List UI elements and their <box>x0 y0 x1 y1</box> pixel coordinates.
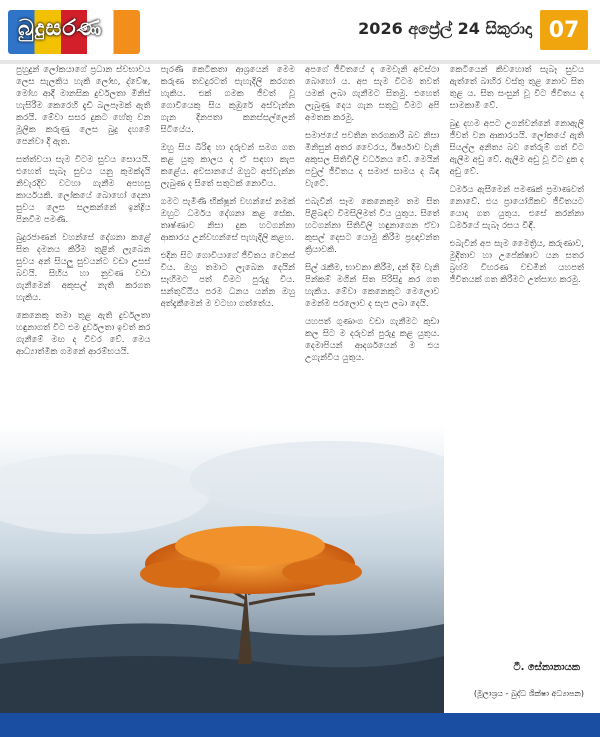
paragraph: ඔහු සිය බිරිඳ හා දරුවන් සමග ගත කළ යුතු කාලය ද ඒ සඳහා කැප කළේය. අවසානයේ ඔහුට අස්වැන්න ලැබුණ ද සිතේ සතුටක් නොවීය. <box>160 143 295 189</box>
paragraph: එබැවින් සෑම කෙනෙකුම තම සිත පිළිබඳව විමසිලිමත් විය යුතුය. සිතේ හටගන්නා සිතිවිලි හඳුනාගෙන ඒවා කුසල් දෙසට යොමු කිරීම ප්‍රඥාවන්ත ක්‍රියාවකි. <box>305 197 440 255</box>
page-header <box>0 0 600 64</box>
paragraph: එබැවින් අප සැම මෛත්‍රිය, කරුණාව, මුදිතාව හා උපේක්ෂාව යන සතර බ්‍රහ්ම විහරණ වඩමින් යහපත් ජීවිතයක් ගත කිරීමට උත්සාහ කරමු. <box>449 239 584 285</box>
paragraph: කෙනෙකු තමා තුළ ඇති දුර්වලතා හඳුනාගත් විට එම දුර්වලතා ඉවත් කර ගැනීමේ මඟ ද විවර වේ. මෙය ආධ්‍යාත්මික ගමනේ ආරම්භයයි. <box>16 311 151 357</box>
paragraph: අපගේ ජීවිතයේ ද මෙවැනි අවස්ථා බොහෝ ය. අප සැම විටම තවත් යමක් ලබා ගැනීමට සිතමු. එහෙත් ලැබුණු දෙය ගැන සතුටු වීමට අපි අමතක කරමු. <box>305 65 440 123</box>
footer-bar <box>0 713 600 737</box>
paragraph: බුදුරජාණන් වහන්සේ දේශනා කළේ සිත දමනය කිරීම තුළින් ලැබෙන සුවය අන් සියලු සුවයන්ට වඩා උසස් බවයි. සිහිය හා නුවණ වඩා ගැනීමෙන් අකුසල් නැති කරගත හැකිය. <box>16 233 151 303</box>
paragraph: සමාජයේ පවතින තරගකාරී බව නිසා මිනිසුන් අතර වෛරය, ඊර්ෂ්‍යාව වැනි අකුසල සිතිවිලි වර්ධනය වේ. මෙයින් පවුල් ජීවිතය ද සමාජ සාමය ද බිඳ වැටේ. <box>305 131 440 189</box>
paragraph: සත්ත්වයා සැම විටම සුවය සොයයි. එහෙත් සැබෑ සුවය යනු කුමක්දැයි නිවැරදිව වටහා ගැනීම අපහසු කාර්යයකි. ලෝකයේ බොහෝ දෙනා සුවය ලෙස සලකන්නේ ඉන්ද්‍රිය පිනවීම පමණි. <box>16 155 151 225</box>
paragraph: බුදු දහම අපට උගන්වන්නේ නොඇලී ජීවත් වන ආකාරයයි. ලෝකයේ ඇති සියල්ල අනිත්‍ය බව තේරුම් ගත් විට ඇලීම අඩු වේ. ඇලීම අඩු වූ විට දුක ද අඩු වේ. <box>449 119 584 177</box>
article-source: (මූලාශ්‍රය - බුද්ධ ශික්ෂා අධ්‍යාපන) <box>473 689 584 698</box>
article-columns <box>16 64 584 713</box>
paragraph: යහපත් ගුණාංග වඩා ගැනීමට කුඩා කල සිට ම දරුවන් පුරුදු කළ යුතුය. දෙමාපියන් ආදර්ශයෙන් ම එය උගැන්විය යුතුය. <box>305 317 440 363</box>
article-column-1 <box>16 64 151 713</box>
article-column-2 <box>161 64 296 713</box>
paragraph: කෙටියෙන් කිවහොත් සැබෑ සුවය ඇත්තේ බාහිර වස්තු තුළ නොව සිත තුළ ය. සිත සංසුන් වූ විට ජීවිතය ද සාමකාමී වේ. <box>449 65 584 111</box>
author-name: ටී. සේනානායක <box>513 662 580 673</box>
paragraph: පැරණි කෙටිකතා ආශ්‍රයෙන් මෙම කරුණ තවදුරටත් පැහැදිලි කරගත හැකිය. එක් ගමක ජීවත් වූ ගොවියෙකු සිය කුඹුරේ අස්වැන්න ගැන දිනපතා කනස්සල්ලෙන් සිටියේය. <box>160 65 295 135</box>
newspaper-logo <box>8 10 140 54</box>
issue-date: 2026 අප්‍රේල් 24 සිකුරාදා <box>358 19 532 38</box>
paragraph: ගමට පැමිණි භික්ෂූන් වහන්සේ නමක් ඔහුට ධර්මය දේශනා කළ සේක. තෘෂ්ණාව නිසා දුක හටගන්නා ආකාරය උන්වහන්සේ පැහැදිලි කළහ. <box>160 197 295 243</box>
article-byline <box>440 662 580 673</box>
paragraph: සිල් රැකීම, භාවනා කිරීම, දන් දීම වැනි පින්කම් මගින් සිත පිරිසිදු කර ගත හැකිය. මේවා කෙනෙකුට මෙලොව මෙන්ම පරලොව ද සැප ලබා දෙයි. <box>305 263 440 309</box>
article-area <box>0 64 600 713</box>
article-column-4 <box>450 64 585 713</box>
page-number-badge: 07 <box>540 10 588 50</box>
logo-text: බුදුසරණ <box>18 16 103 41</box>
article-column-3 <box>305 64 440 713</box>
paragraph: එදින සිට ගොවියාගේ ජීවිතය වෙනස් විය. ඔහු තමාට ලැබෙන දෙයින් සෑහීමට පත් වීමට පුරුදු විය. සන්තුට්ඨිය පරම ධනය යන්න ඔහු අත්දැකීමෙන් ම වටහා ගත්තේය. <box>160 251 295 309</box>
paragraph: ධර්මය ඇසීමෙන් පමණක් ප්‍රමාණවත් නොවේ. එය ප්‍රායෝගිකව ජීවිතයට යොදා ගත යුතුය. එසේ කරන්නා ධර්මයේ සැබෑ රසය විඳී. <box>449 185 584 231</box>
paragraph: පුහුදුන් ලෝකයාගේ ප්‍රධාන ස්වභාවය ලෙස සැලකිය හැකි ලෝභ, ද්වේෂ, මෝහ ආදී මානසික දුර්වලතා මිනිස් හැසිරීම කෙරෙහි දැඩි බලපෑමක් ඇති කරයි. මේවා සසර දුකට හේතු වන මූලික කරුණු ලෙස බුදු දහමේ පෙන්වා දී ඇත. <box>16 65 151 147</box>
